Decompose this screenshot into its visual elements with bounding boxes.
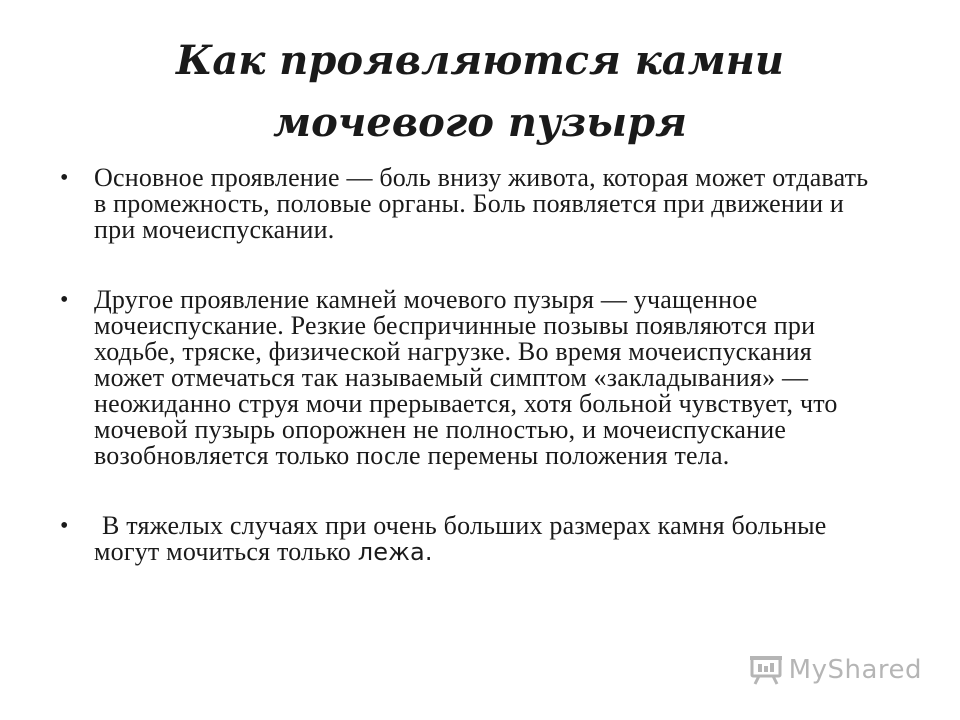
bullet-item-frequent-urination [60, 287, 880, 469]
myshared-watermark [749, 655, 922, 685]
watermark-brand: MyShared [788, 655, 922, 685]
bullet-item-pain [60, 165, 880, 243]
bullet-dot: • [60, 287, 69, 313]
bullet-text-tail: лежа. [357, 538, 433, 566]
bullet-item-severe-cases [60, 513, 880, 565]
bullet-dot: • [60, 513, 69, 539]
slide-title: Как проявляются камни мочевого пузыря [175, 37, 784, 146]
bullet-text: Другое проявление камней мочевого пузыря — учащенное мочеиспускание. Резкие беспричинные позывы появляются при ходьбе, тряске, физической нагрузке. Во время мочеиспускания может отмечаться так называемый симптом «закладывания» — неожиданно струя мочи прерывается, хотя больной чувствует, что мочевой пузырь опорожнен не полностью, и мочеиспускание возобновляется только после перемены положения тела. [94, 285, 838, 470]
bullet-text-main: В тяжелых случаях при очень больших размерах камня больные могут мочиться только [94, 511, 827, 566]
presentation-board-icon [749, 655, 783, 685]
bullet-text [94, 511, 827, 566]
bullet-dot: • [60, 165, 69, 191]
bullet-text: Основное проявление — боль внизу живота, которая может отдавать в промежность, половые органы. Боль появляется при движении и при мочеиспускании. [94, 163, 869, 244]
bullet-list [60, 165, 880, 565]
